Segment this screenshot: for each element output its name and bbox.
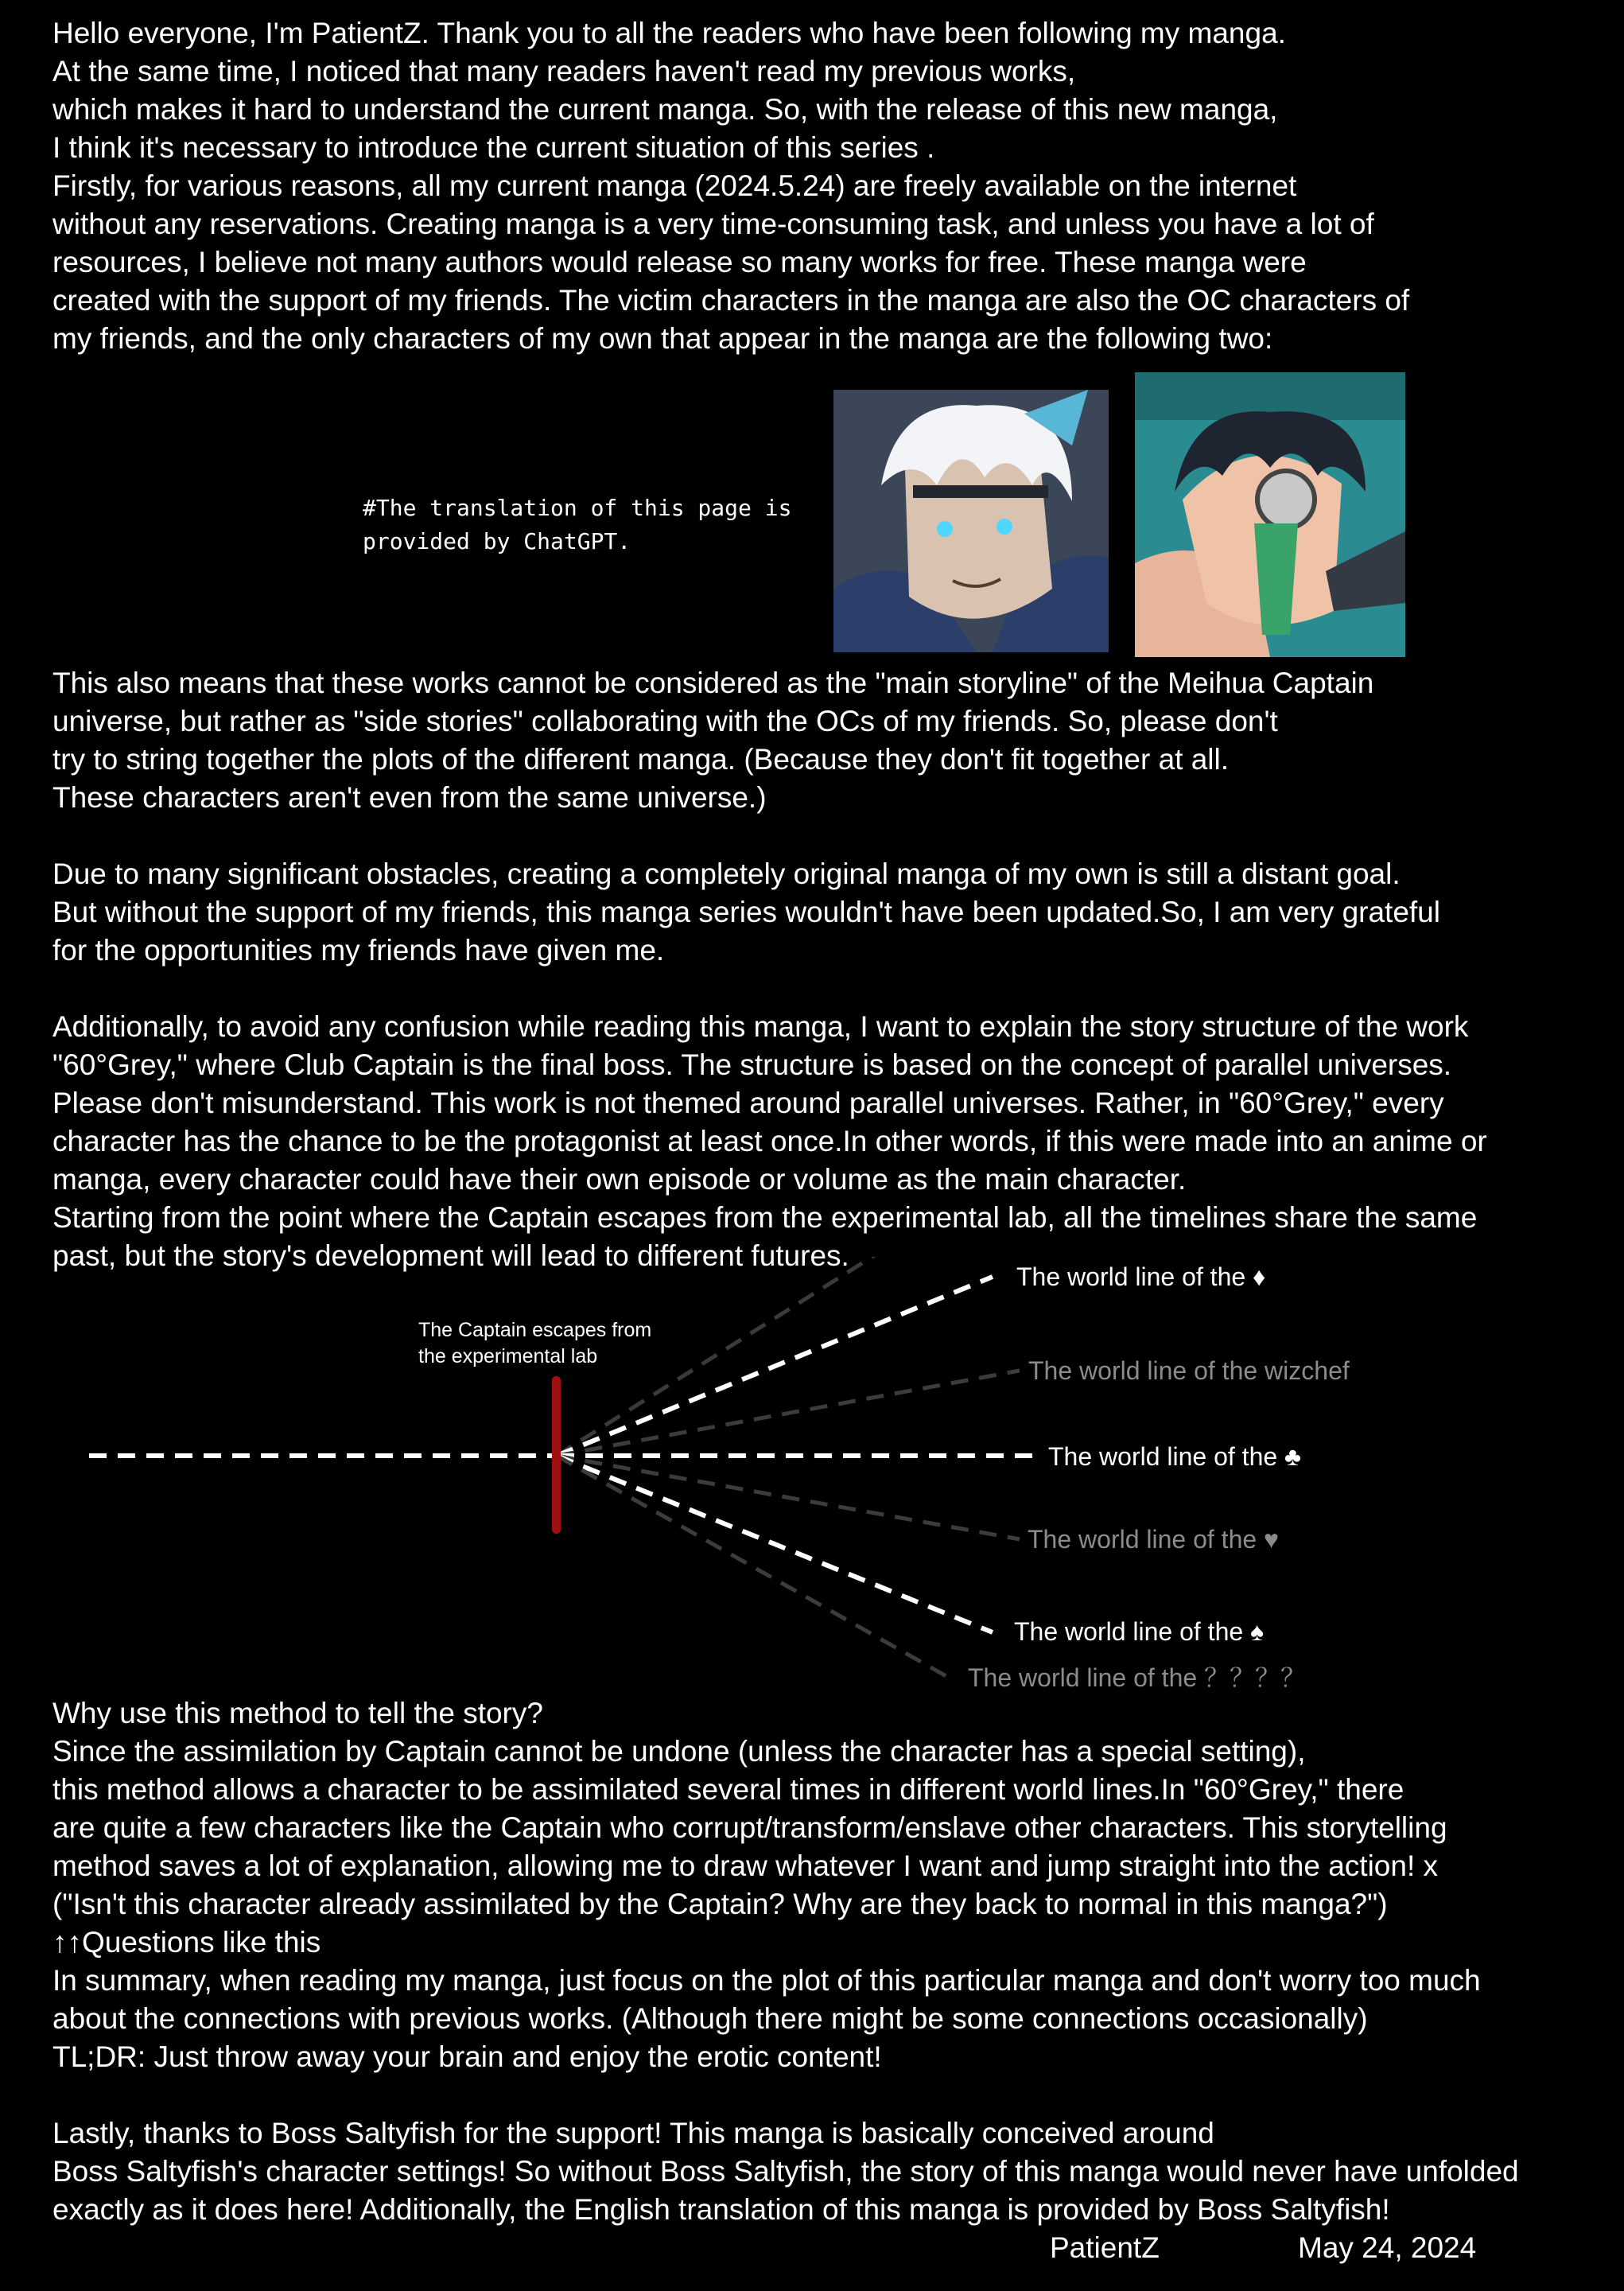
world-line-branch xyxy=(557,1456,950,1678)
white-haired-character-portrait xyxy=(833,390,1109,652)
structure-line: manga, every character could have their own episode or volume as the main character. xyxy=(52,1163,1187,1196)
world-line-label: The world line of the wizchef xyxy=(1028,1356,1350,1385)
structure-line: Starting from the point where the Captain escapes from the experimental lab, all the timelines share the same xyxy=(52,1201,1478,1234)
intro-line: At the same time, I noticed that many readers haven't read my previous works, xyxy=(52,55,1076,88)
world-line-label: The world line of the ♣ xyxy=(1048,1442,1302,1471)
translation-note-line: #The translation of this page is xyxy=(363,495,792,521)
world-line-branch xyxy=(557,1456,993,1632)
thanks-paragraph xyxy=(52,2114,1519,2229)
world-line-branch xyxy=(557,1277,993,1456)
world-line-branch xyxy=(557,1456,1020,1539)
intro-line: I think it's necessary to introduce the current situation of this series . xyxy=(52,131,935,164)
world-line-label: The world line of the ♦ xyxy=(1016,1262,1266,1291)
obstacles-line: for the opportunities my friends have given me. xyxy=(52,934,665,967)
signature-author: PatientZ xyxy=(1050,2231,1160,2264)
intro-line: Firstly, for various reasons, all my current manga (2024.5.24) are freely available on the internet xyxy=(52,169,1297,202)
why-line: TL;DR: Just throw away your brain and enjoy the erotic content! xyxy=(52,2040,882,2073)
escape-point-marker xyxy=(552,1376,561,1534)
obstacles-line: But without the support of my friends, this manga series wouldn't have been updated.So, I am very grateful xyxy=(52,896,1440,928)
signature-date: May 24, 2024 xyxy=(1298,2231,1477,2264)
thanks-line: exactly as it does here! Additionally, the English translation of this manga is provided by Boss Saltyfish! xyxy=(52,2193,1390,2226)
side-stories-line: universe, but rather as "side stories" collaborating with the OCs of my friends. So, please don't xyxy=(52,705,1278,737)
world-line-branch xyxy=(557,1371,1020,1456)
why-line: In summary, when reading my manga, just focus on the plot of this particular manga and don't worry too much xyxy=(52,1964,1481,1997)
story-structure-paragraph xyxy=(52,1008,1487,1275)
structure-line: Additionally, to avoid any confusion while reading this manga, I want to explain the story structure of the work xyxy=(52,1010,1469,1043)
world-line-branch xyxy=(557,1257,923,1456)
structure-line: past, but the story's development will lead to different futures. xyxy=(52,1239,849,1272)
why-line: this method allows a character to be assimilated several times in different world lines.In "60°Grey," there xyxy=(52,1773,1404,1806)
why-line: about the connections with previous works. (Although there might be some connections occasionally) xyxy=(52,2002,1368,2035)
why-line: ↑↑Questions like this xyxy=(52,1926,321,1958)
origin-label-line-1: The Captain escapes from xyxy=(418,1319,652,1341)
intro-line: without any reservations. Creating manga is a very time-consuming task, and unless you have a lot of xyxy=(52,208,1374,240)
why-paragraph xyxy=(52,1694,1481,2076)
structure-line: "60°Grey," where Club Captain is the final boss. The structure is based on the concept of parallel universes. xyxy=(52,1048,1452,1081)
intro-line: resources, I believe not many authors would release so many works for free. These manga were xyxy=(52,246,1307,278)
dark-haired-character-portrait xyxy=(1135,372,1405,657)
intro-line: created with the support of my friends. The victim characters in the manga are also the OC characters of xyxy=(52,284,1410,317)
intro-line: my friends, and the only characters of my own that appear in the manga are the following two: xyxy=(52,322,1273,355)
origin-label-line-2: the experimental lab xyxy=(418,1345,598,1367)
world-line-label: The world line of the ？？？？ xyxy=(968,1663,1307,1692)
world-line-label: The world line of the ♠ xyxy=(1014,1617,1265,1646)
structure-line: character has the chance to be the protagonist at least once.In other words, if this were made into an anime or xyxy=(52,1125,1487,1157)
obstacles-paragraph xyxy=(52,855,1440,970)
obstacles-line: Due to many significant obstacles, creating a completely original manga of my own is still a distant goal. xyxy=(52,858,1401,890)
why-line: Since the assimilation by Captain cannot be undone (unless the character has a special setting), xyxy=(52,1735,1306,1768)
intro-paragraph xyxy=(52,14,1409,358)
why-line: method saves a lot of explanation, allowing me to draw whatever I want and jump straight into the action! x xyxy=(52,1850,1439,1882)
side-stories-line: This also means that these works cannot be considered as the "main storyline" of the Meihua Captain xyxy=(52,667,1374,699)
why-line: Why use this method to tell the story? xyxy=(52,1697,543,1729)
translation-note-line: provided by ChatGPT. xyxy=(363,528,631,554)
intro-line: which makes it hard to understand the current manga. So, with the release of this new manga, xyxy=(52,93,1278,126)
why-line: ("Isn't this character already assimilated by the Captain? Why are they back to normal in this manga?") xyxy=(52,1888,1388,1920)
thanks-line: Lastly, thanks to Boss Saltyfish for the support! This manga is basically conceived around xyxy=(52,2117,1214,2149)
why-line: are quite a few characters like the Captain who corrupt/transform/enslave other characters. This storytelling xyxy=(52,1811,1447,1844)
translation-note xyxy=(363,492,791,558)
world-line-diagram xyxy=(0,1257,1624,1718)
world-line-label: The world line of the ♥ xyxy=(1028,1525,1280,1554)
side-stories-line: These characters aren't even from the same universe.) xyxy=(52,781,767,814)
intro-line: Hello everyone, I'm PatientZ. Thank you to all the readers who have been following my manga. xyxy=(52,17,1286,49)
side-stories-paragraph xyxy=(52,664,1373,817)
structure-line: Please don't misunderstand. This work is not themed around parallel universes. Rather, in "60°Grey," every xyxy=(52,1087,1444,1119)
side-stories-line: try to string together the plots of the different manga. (Because they don't fit together at all. xyxy=(52,743,1230,776)
thanks-line: Boss Saltyfish's character settings! So without Boss Saltyfish, the story of this manga would never have unfolded xyxy=(52,2155,1519,2188)
